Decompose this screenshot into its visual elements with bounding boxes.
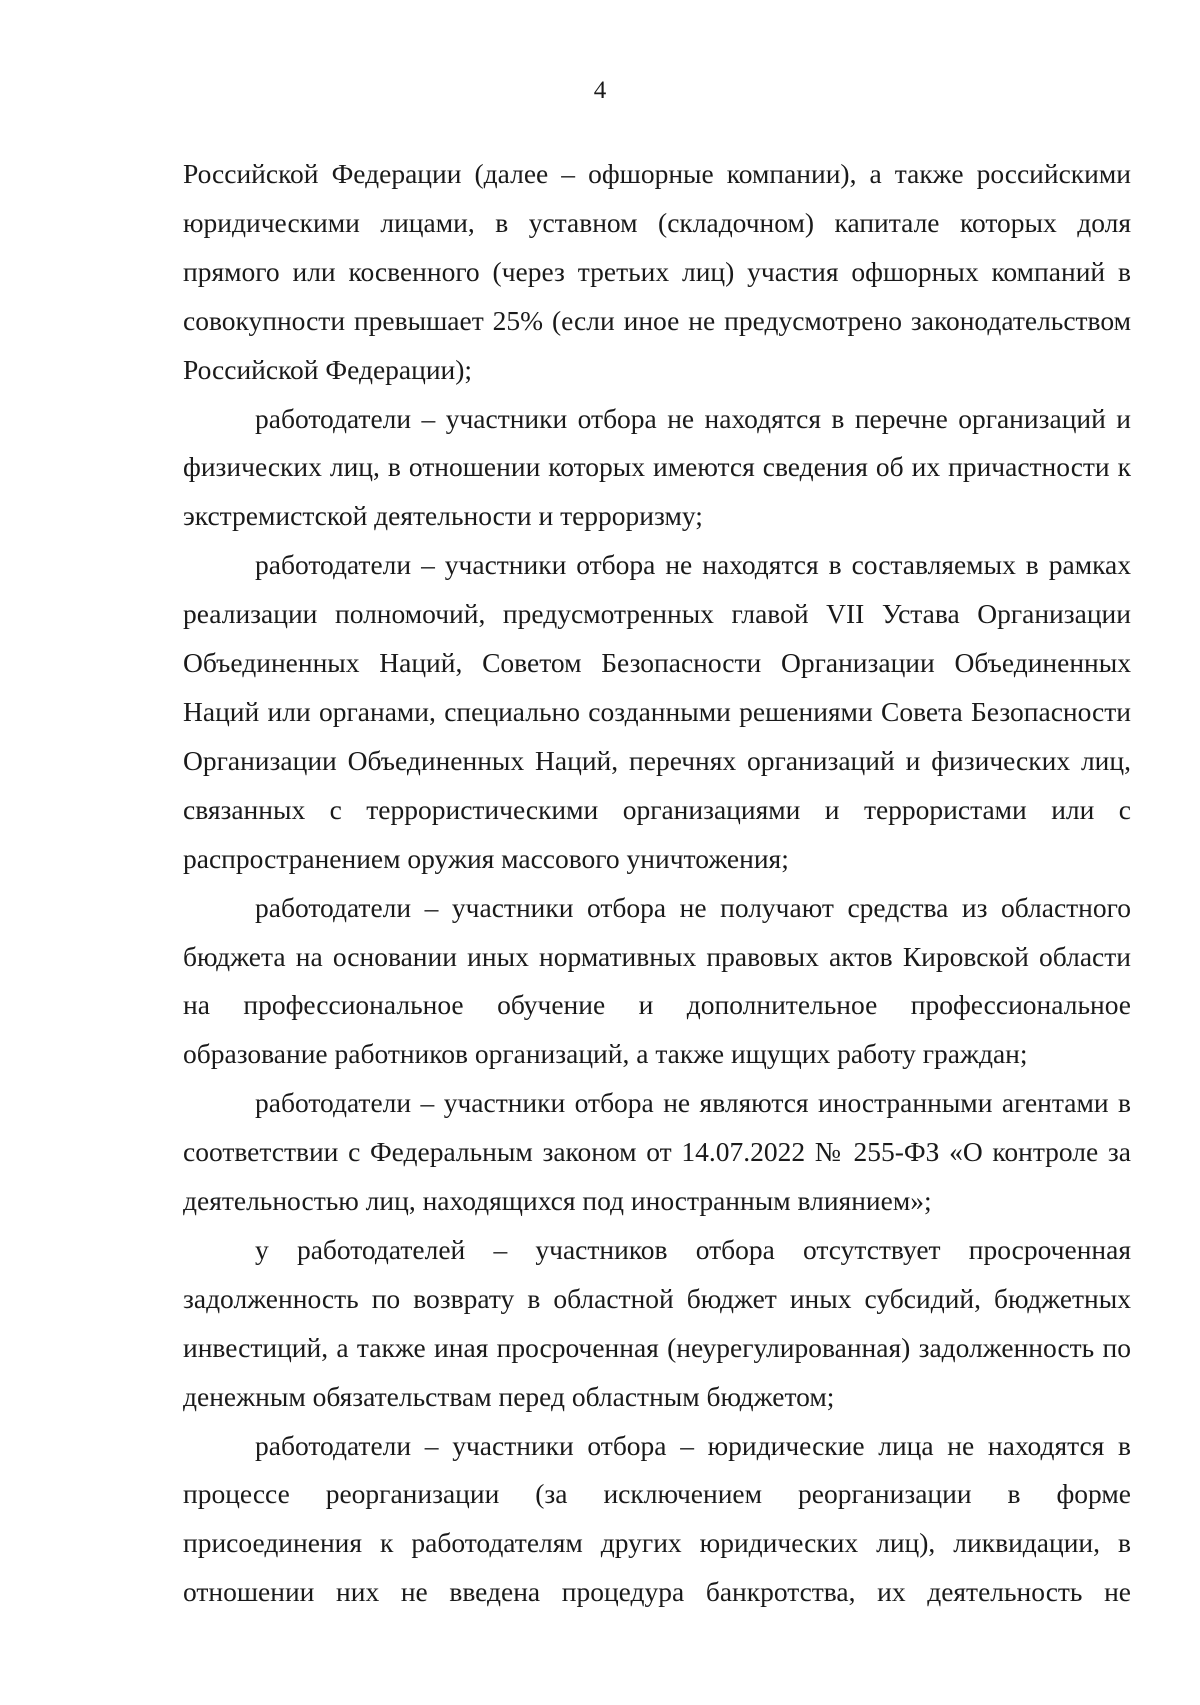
paragraph-extremism-list: работодатели – участники отбора не находятся в перечне организаций и физических лиц, в отношении которых имеются сведения об их причастности к экстремистской деятельности и терроризму; [183, 402, 1131, 532]
paragraph-un-security-council-lists: работодатели – участники отбора не находятся в составляемых в рамках реализации полномочий, предусмотренных главой VII Устава Организации Объединенных Наций, Советом Безопасности Организации Объединенных Наций или органами, специально созданными решениями Совета Безопасности Организации Объединенных Наций, перечнях организаций и физических лиц, связанных с террористическими организациями и террористами или с распространением оружия массового уничтожения; [183, 549, 1131, 874]
paragraph-overdue-debt: у работодателей – участников отбора отсутствует просроченная задолженность по возврату в областной бюджет иных субсидий, бюджетных инвестиций, а также иная просроченная (неурегулированная) задолженность по денежным обязательствам перед областным бюджетом; [183, 1233, 1131, 1412]
page-number: 4 [593, 77, 607, 104]
paragraph-reorganization-bankruptcy: работодатели – участники отбора – юридические лица не находятся в процессе реорганизации (за исключением реорганизации в форме присоединения к работодателям других юридических лиц), ликвидации, в отношении них не введена процедура банкротства, их деятельность не [183, 1429, 1131, 1608]
document-body [183, 150, 1131, 1617]
paragraph-regional-budget-funds: работодатели – участники отбора не получают средства из областного бюджета на основании иных нормативных правовых актов Кировской области на профессиональное обучение и дополнительное профессиональное образование работников организаций, а также ищущих работу граждан; [183, 891, 1131, 1070]
paragraph-offshore-companies: Российской Федерации (далее – офшорные компании), а также российскими юридическими лицами, в уставном (складочном) капитале которых доля прямого или косвенного (через третьих лиц) участия офшорных компаний в совокупности превышает 25% (если иное не предусмотрено законодательством Российской Федерации); [183, 158, 1131, 385]
paragraph-foreign-agents: работодатели – участники отбора не являются иностранными агентами в соответствии с Федеральным законом от 14.07.2022 № 255-ФЗ «О контроле за деятельностью лиц, находящихся под иностранным влиянием»; [183, 1087, 1131, 1217]
